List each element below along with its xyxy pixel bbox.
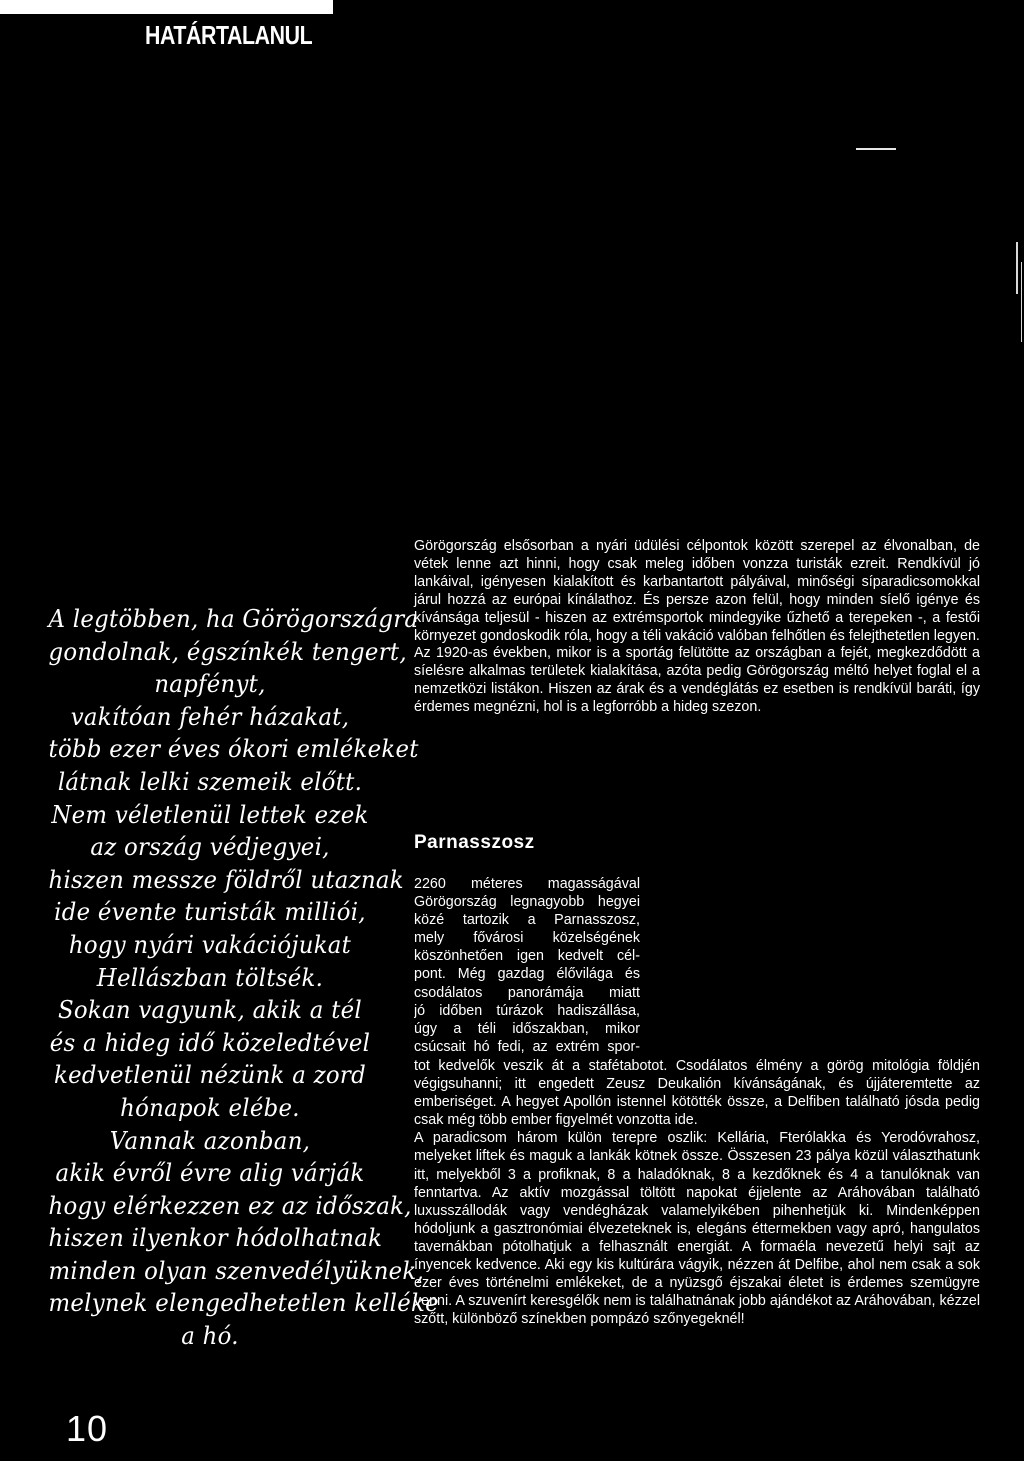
edge-mark: [1016, 242, 1018, 294]
poem-line: hogy nyári vakációjukat: [68, 930, 352, 959]
page-number: 10: [66, 1408, 109, 1449]
text-line: Görögország legnagyobb hegyei: [414, 894, 640, 911]
text-line: csodálatos panorámája miatt: [414, 984, 640, 1001]
poem-line: hónapok elébe.: [120, 1093, 300, 1122]
text-line: 2260 méteres magasságával: [414, 876, 640, 892]
poem-line: melynek elengedhetetlen kelléke: [48, 1289, 439, 1318]
text-line: közé tartozik a Parnasszosz,: [414, 912, 640, 929]
intro-text: [414, 538, 980, 717]
decorative-line: [856, 148, 896, 150]
header-bar: [0, 0, 333, 14]
header-label: HATÁRTALANUL: [145, 20, 313, 50]
poem-line: A legtöbben, ha Görögországra: [48, 605, 419, 633]
intro-paragraph: Görögország elsősorban a nyári üdülési célpontok között szerepel az élvonalban, de vétek lenne azt hinni, hogy csak meleg időben vonzza turisták ezreit. Rendkívül jó lankáival, igényesen kialakított és karbantartott pályáival, minőségi síparadicsomokkal járul hozzá az európai kínálathoz. És persze azon felül, hogy minden síelő igénye és kívánsága teljesül - hiszen az extrémsportok mindegyike űzhető a terepeken -, a festői környezet gondoskodik róla, hogy a téli vakáció valóban felhőtlen és felejthetetlen legyen.: [414, 538, 980, 644]
text-line: mely fővárosi közelségének: [414, 930, 640, 947]
poem-line: Vannak azonban,: [109, 1126, 311, 1155]
poem-line: látnak lelki szemeik előtt.: [57, 767, 363, 796]
poem-line: és a hideg idő közeledtével: [49, 1028, 371, 1057]
poem-line: hogy elérkezzen ez az időszak,: [48, 1191, 412, 1220]
poem-block: [48, 603, 439, 1353]
text-line: pont. Még gazdag élővilága és: [414, 966, 640, 983]
wide-column: [414, 1057, 980, 1328]
poem-line: Hellászban töltsék.: [96, 963, 324, 992]
poem-line: gondolnak, égszínkék tengert,: [48, 637, 407, 666]
poem-line: akik évről évre alig várják: [55, 1159, 365, 1188]
body-paragraph: tot kedvelők veszik át a stafétabotot. Csodálatos élmény a görög mitológia földjén végigsuhanni; itt engedett Zeusz Deukalión kívánságának, és újjáteremtette az emberiséget. A hegyet Apollón istennel kötötték össze, a Delfiben található jósda pedig csak még több ember figyelmét vonzotta ide.: [414, 1058, 980, 1129]
text-line: csúcsait hó fedi, az extrém spor-: [414, 1038, 640, 1055]
narrow-column: [414, 875, 640, 1056]
text-line: úgy a téli időszakban, mikor: [414, 1020, 640, 1037]
text-line: köszönhetően igen kedvelt cél-: [414, 948, 640, 965]
poem-line: vakítóan fehér házakat,: [70, 702, 350, 731]
text-line: jó időben túrázok hadiszállása,: [414, 1002, 640, 1019]
poem-line: ide évente turisták milliói,: [54, 898, 366, 927]
poem-line: kedvetlenül nézünk a zord: [54, 1061, 366, 1090]
poem-line: az ország védjegyei,: [90, 833, 330, 862]
intro-paragraph: Az 1920-as években, mikor is a sportág felütötte az országban a fejét, megkezdődött a síelésre alkalmas területek kialakítása, azóta pedig Görögország méltó helyet foglal el a nemzetközi listákon. Hiszen az árak és a vendéglátás ez esetben is rendkívül baráti, így érdemes megnézni, hol is a legforróbb a hideg szezon.: [414, 645, 980, 716]
edge-mark: [1021, 262, 1022, 342]
poem-line: hiszen messze földről utaznak: [48, 865, 404, 894]
poem-line: több ezer éves ókori emlékeket: [48, 735, 419, 764]
section-title: Parnasszosz: [414, 832, 535, 853]
poem-line: minden olyan szenvedélyüknek,: [48, 1256, 425, 1285]
poem-line: Sokan vagyunk, akik a tél: [58, 996, 362, 1025]
body-paragraph: A paradicsom három külön terepre oszlik: Kellária, Fterólakka és Yerodóvrahosz, melyeket liftek és maguk a lankák kötnek össze. Összesen 23 pálya közül választhatunk itt, melyekből 3 a profiknak, 8 a haladóknak, 8 a kezdőknek és 4 a tanulóknak van fenntartva. Az aktív mozgással töltött napokat éjjelente az Aráhovában található luxusszállodák vagy vendégházak valamelyikében pihenhetjük ki. Mindenképpen hódoljunk a gasztronómiai élvezeteknek is, elegáns éttermekben vagy apró, hangulatos tavernákban pótolhatjuk a felhasznált energiát. A formaéla nevezetű helyi sajt az ínyencek kedvence. Aki egy kis kultúrára vágyik, nézzen át Delfibe, ahol nem csak a sok ezer éves történelmi emlékeket, de a nyüzsgő éjszakai életet is érdemes szemügyre venni. A szuvenírt keresgélők nem is találhatnának jobb ajándékot az Aráhovában, kézzel szőtt, különböző színekben pompázó szőnyegeknél!: [414, 1130, 980, 1328]
poem-line: Nem véletlenül lettek ezek: [51, 800, 369, 829]
poem-line: hiszen ilyenkor hódolhatnak: [48, 1224, 383, 1253]
poem-line: a hó.: [181, 1322, 239, 1351]
poem-line: napfényt,: [154, 670, 266, 699]
